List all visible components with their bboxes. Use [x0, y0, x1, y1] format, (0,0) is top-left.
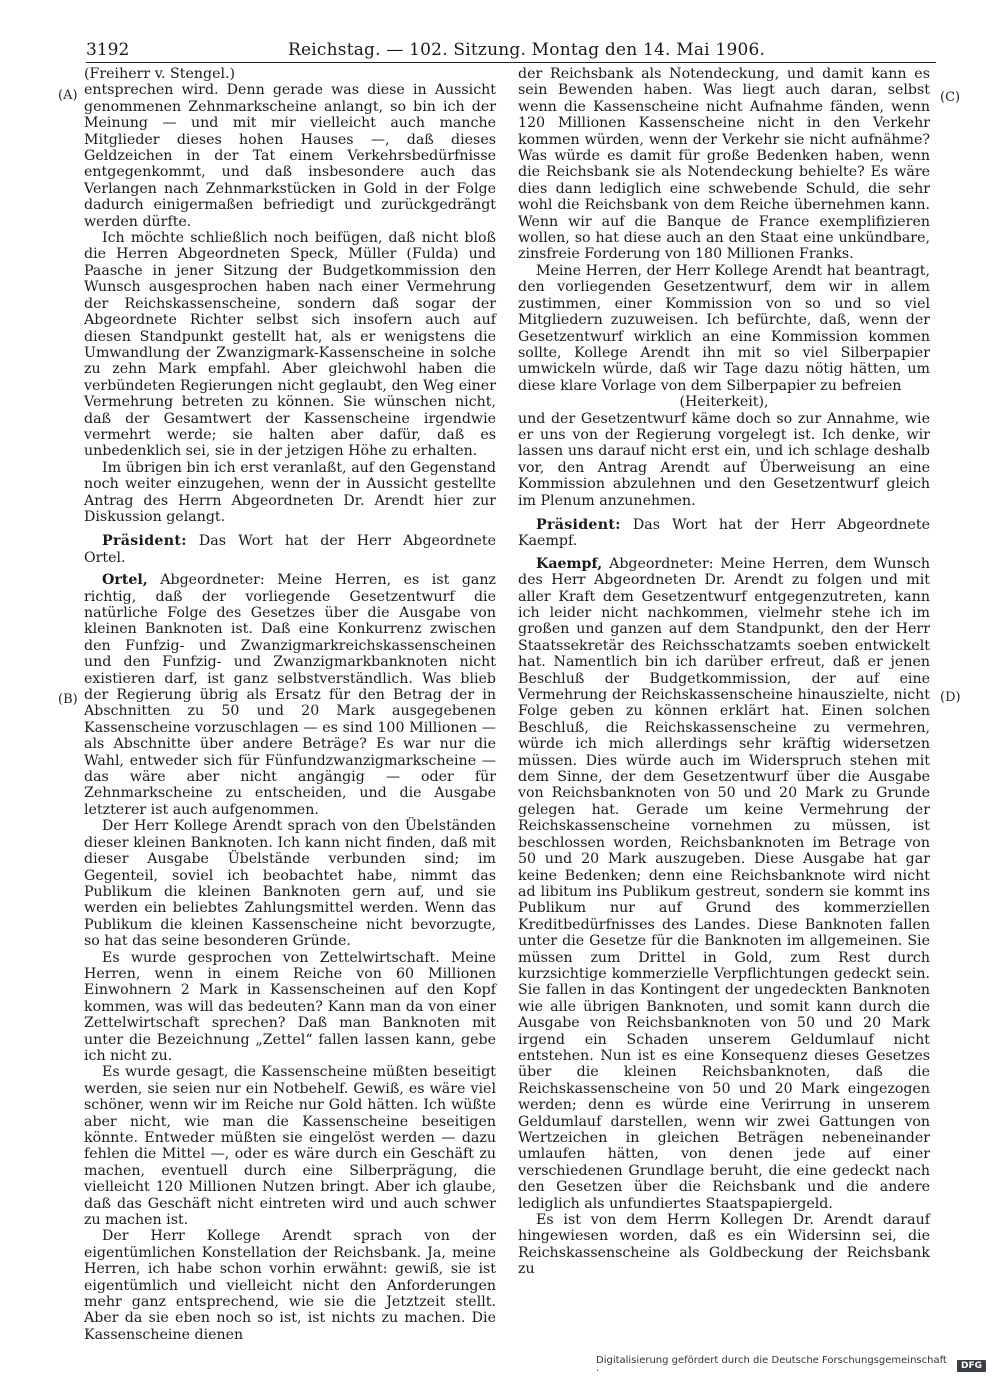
paragraph: Der Herr Kollege Arendt sprach von der eigentümlichen Konstellation der Reichsbank. Ja, meine Herren, ich habe schon vorhin erwähnt: gewiß, sie ist eigentümlich und vielleicht nicht den Anforderungen mehr ganz entsprechend, wie sie die Jetztzeit stellt. Aber da sie eben noch so ist, ist nichts zu machen. Die Kassenscheine dienen — [84, 1228, 496, 1343]
paragraph: und der Gesetzentwurf käme doch so zur Annahme, wie er uns von der Regierung vorgelegt ist. Ich denke, wir lassen uns darauf nicht erst ein, und ich schlage deshalb vor, den Antrag Arendt auf Überweisung an eine Kommission abzulehnen und den Gesetzentwurf gleich im Plenum anzunehmen. — [518, 410, 930, 509]
speech-text: Abgeordneter: Meine Herren, es ist ganz richtig, daß der vorliegende Gesetzentwurf die natürliche Folge des Gesetzes über die Ausgabe von kleinen Banknoten ist. Daß eine Konkurrenz zwischen den Funfzig- und Zwanzigmarkreichskassenscheinen und den Funfzig- und Zwanzigmarkbanknoten nicht existieren darf, ist ganz selbstverständlich. Was blieb der Regierung übrig als Ersatz für den Betrag der in Abschnitten zu 50 und 20 Mark ausgegebenen Kassenscheine vorzuschlagen — es sind 100 Millionen — als Abschnitte über andere Beträge? Es war nur die Wahl, entweder sich für Fünfundzwanzigmarkscheine — das wäre aber nicht angängig — oder für Zehnmarkscheine zu entscheiden, und die Ausgabe letzterer ist auch aufgenommen. — [84, 572, 496, 818]
president-announcement — [84, 533, 496, 566]
speaker-label: Präsident: — [536, 516, 621, 533]
announcement-text: Das Wort hat der Herr Abgeordnete Ortel. — [84, 533, 496, 566]
speaker-name: Ortel, — [102, 572, 148, 589]
speech-text: Abgeordneter: Meine Herren, dem Wunsch des Herr Abgeordneten Dr. Arendt zu folgen und mit aller Kraft dem Gesetzentwurf entgegenzutreten, kann ich leider nicht nachkommen, vielmehr stehe ich im großen und ganzen auf dem Standpunkt, den der Herr Staatssekretär des Reichsschatzamts soeben entwickelt hat. Namentlich bin ich darüber erfreut, daß er jenen Beschluß der Budgetkommission, der auf eine Vermehrung der Reichskassenscheine hinauszielte, nicht Folge geben zu können erklärt hat. Einen solchen Beschluß, die Reichskassenscheine zu vermehren, würde ich mich allerdings sehr kräftig widersetzen müssen. Dies würde auch im Widerspruch stehen mit dem Sinne, der dem Gesetzentwurf über die Ausgabe von Reichsbanknoten von 50 und 20 Mark zu Grunde gelegen hat. Gerade um keine Vermehrung der Reichskassenscheine vornehmen zu müssen, ist beschlossen worden, Reichsbanknoten im Betrage von 50 und 20 Mark auszugeben. Diese Ausgabe hat gar keine Bedenken; denn eine Reichsbanknote wird nicht ad libitum ins Publikum gestreut, sondern sie kommt ins Publikum nur auf Grund des kommerziellen Kreditbedürfnisses des Landes. Diese Banknoten fallen unter die Gesetze für die Banknoten im allgemeinen. Sie müssen zum Drittel in Gold, zum Rest durch kurzsichtige kommerzielle Verpflichtungen gedeckt sein. Sie fallen in das Kontingent der ungedeckten Banknoten wie alle übrigen Banknoten, und somit kann durch die Ausgabe von Reichsbanknoten von 50 und 20 Mark irgend ein Schaden unserem Geldumlauf nicht entstehen. Nun ist es eine Konsequenz dieses Gesetzes über die kleinen Reichsbanknoten, daß die Reichskassenscheine von 50 und 20 Mark eingezogen werden; denn es würde eine Verirrung in unserem Geldumlauf darstellen, wenn wir zwei Gattungen von Wertzeichen in gleichen Beträgen nebeneinander umlaufen hätten, von denen jede auf einer verschiedenen Grundlage beruht, die eine gedeckt nach den Gesetzen über die Reichsbank und die andere lediglich als unfundiertes Staatspapiergeld. — [518, 555, 930, 1212]
announcement-text: Das Wort hat der Herr Abgeordnete Kaempf. — [518, 516, 930, 550]
interjection: (Heiterkeit), — [679, 394, 769, 411]
speaker-continuation: (Freiherr v. Stengel.) — [84, 66, 236, 82]
running-title: Reichstag. — 102. Sitzung. Montag den 14. Mai 1906. — [288, 40, 766, 60]
paragraph: Es wurde gesagt, die Kassenscheine müßten beseitigt werden, sie seien nur ein Notbehelf. Gewiß, es wäre viel schöner, wenn wir im Reiche nur Gold hätten. Ich wüßte aber nicht, wie man die Kassenscheine beseitigen könnte. Entweder müßten sie eingelöst werden — dazu fehlen die Mittel —, oder es wäre durch ein Geschäft zu machen, eventuell durch eine Silberprägung, die vielleicht 120 Millionen Nutzen bringt. Aber ich glaube, daß das Geschäft nicht eintreten wird und auch schwer zu machen ist. — [84, 1064, 496, 1229]
paragraph: entsprechen wird. Denn gerade was diese in Aussicht genommenen Zehnmarkscheine anlangt, so bin ich der Meinung — und mit mir vielleicht auch manche Mitglieder dieses hohen Hauses —, daß dieses Geldzeichen in der Tat einem Verkehrsbedürfnisse entgegenkommt, und daß insbesondere auch das Verlangen nach Zehnmarkstücken in Gold in der Folge dadurch einigermaßen befriedigt und zurückgedrängt werden dürfte. — [84, 82, 496, 230]
speech-paragraph — [84, 572, 496, 818]
margin-marker-b: (B) — [58, 692, 78, 707]
margin-marker-c: (C) — [940, 90, 961, 105]
right-column — [518, 66, 930, 1278]
paragraph: Der Herr Kollege Arendt sprach von den Übelständen dieser kleinen Banknoten. Ich kann nicht finden, daß mit dieser Ausgabe Übelstände verbunden sind; im Gegenteil, soviel ich beobachtet habe, nimmt das Publikum die kleinen Banknoten gern auf, und sie werden ein beliebtes Zahlungsmittel werden. Wenn das Publikum die kleinen Kassenscheine nicht bevorzugte, so hat das seine besonderen Gründe. — [84, 818, 496, 950]
paragraph: Es wurde gesprochen von Zettelwirtschaft. Meine Herren, wenn in einem Reiche von 60 Millionen Einwohnern 2 Mark in Kassenscheinen auf den Kopf kommen, was will das bedeuten? Kann man da von einer Zettelwirtschaft sprechen? Daß man Banknoten mit unter die Bezeichnung „Zettel“ fallen lassen kann, gebe ich nicht zu. — [84, 949, 496, 1064]
speaker-label: Präsident: — [102, 533, 187, 550]
dfg-logo: DFG — [957, 1360, 986, 1372]
margin-marker-d: (D) — [940, 690, 961, 705]
digitization-footer — [596, 1355, 986, 1377]
paragraph: Ich möchte schließlich noch beifügen, daß nicht bloß die Herren Abgeordneten Speck, Müller (Fulda) und Paasche in jener Sitzung der Budgetkommission den Wunsch ausgesprochen haben nach einer Vermehrung der Reichskassenscheine, sondern daß sogar der Abgeordnete Richter selbst sich insofern auch auf diesen Standpunkt gestellt hat, als er wenigstens die Umwandlung der Zwanzigmark-Kassenscheine in solche zu zehn Mark empfahl. Aber gleichwohl haben die verbündeten Regierungen nicht geglaubt, den Weg einer Vermehrung betreten zu können. Sie wünschen nicht, daß der Gesamtwert der Kassenscheine irgendwie vermehrt werde; sie halten aber dafür, daß es unbedenklich sei, sie in der jetzigen Höhe zu erhalten. — [84, 230, 496, 460]
page-header — [86, 36, 936, 63]
speaker-name: Kaempf, — [536, 555, 603, 572]
paragraph: Es ist von dem Herrn Kollegen Dr. Arendt darauf hingewiesen worden, daß es ein Widersinn sei, die Reichskassenscheine als Goldbeckung der Reichsbank zu — [518, 1212, 930, 1278]
margin-marker-a: (A) — [58, 88, 78, 103]
speech-paragraph — [518, 556, 930, 1212]
paragraph: Meine Herren, der Herr Kollege Arendt hat beantragt, den vorliegenden Gesetzentwurf, dem wir in allem zustimmen, einer Kommission von so und so viel Mitgliedern zuzuweisen. Ich befürchte, daß, wenn der Gesetzentwurf wirklich an eine Kommission kommen sollte, Kollege Arendt ihn mit so viel Silberpapier umwickeln würde, daß wir Tage dazu nötig hätten, um diese klare Vorlage von dem Silberpapier zu befreien — [518, 262, 930, 394]
president-announcement — [518, 517, 930, 550]
paragraph: Im übrigen bin ich erst veranlaßt, auf den Gegenstand noch weiter einzugehen, wenn der in Aussicht gestellte Antrag des Herrn Abgeordneten Dr. Arendt hier zur Diskussion gelangt. — [84, 459, 496, 525]
page-number: 3192 — [86, 40, 130, 60]
paragraph: der Reichsbank als Notendeckung, und damit kann es sein Bewenden haben. Was liegt auch daran, selbst wenn die Kassenscheine nicht Aufnahme fänden, wenn 120 Millionen Kassenscheine nicht in den Verkehr kommen würden, wenn der Verkehr sie nicht aufnähme? Was würde es damit für große Bedenken haben, wenn die Reichsbank sie als Notendeckung behielte? Es wäre dies dann lediglich eine schwebende Schuld, die sehr wohl die Reichsbank von dem Reiche übernehmen kann. Wenn wir auf die Banque de France exemplifizieren wollen, so hat diese auch an den Staat eine unkündbare, zinsfreie Forderung von 180 Millionen Franks. — [518, 66, 930, 263]
left-column — [84, 66, 496, 1343]
footer-text: Digitalisierung gefördert durch die Deutsche Forschungsgemeinschaft · — [596, 1355, 947, 1377]
